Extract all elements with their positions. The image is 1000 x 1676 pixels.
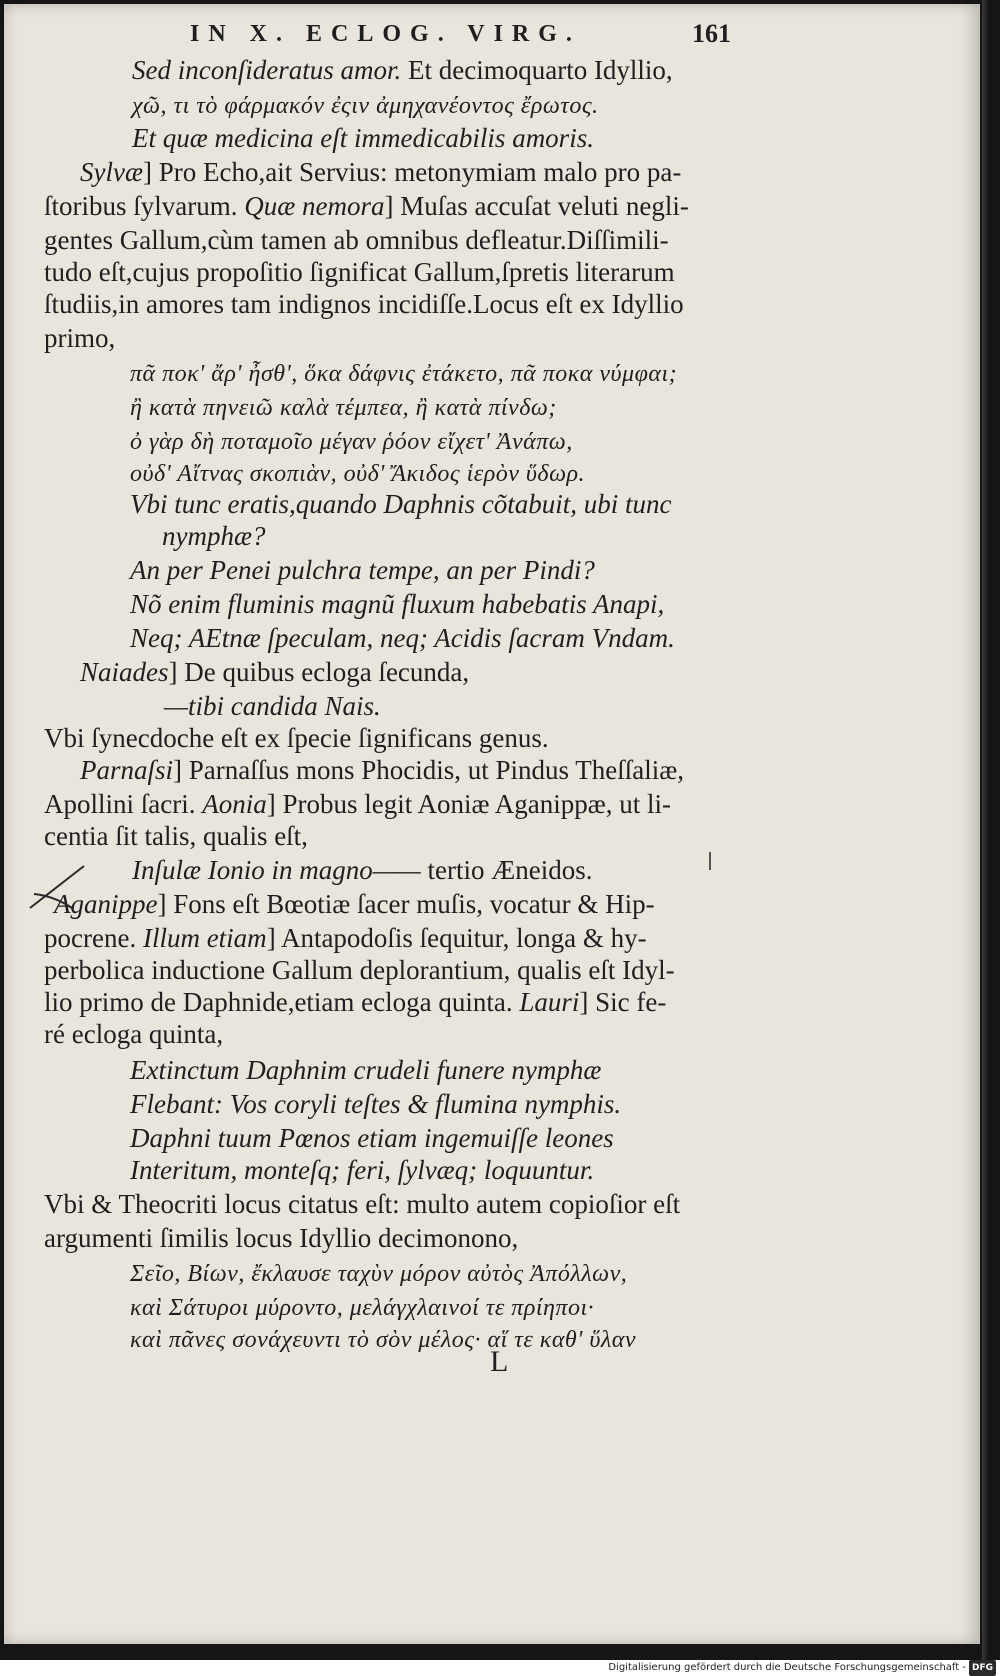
- roman-text: ſtoribus ſylvarum.: [44, 191, 245, 221]
- greek-quotation: καὶ Σάτυροι μύροντο, μελάγχλαινοί τε πρίηποι·: [130, 1295, 595, 1321]
- marginal-pen-mark: [24, 856, 104, 916]
- italic-text: Nõ enim fluminis magnũ fluxum habebatis Anapi,: [130, 589, 665, 619]
- roman-text: ſtudiis,in amores tam indignos incidiſſe.Locus eſt ex Idyllio: [44, 289, 684, 319]
- roman-text: perbolica inductione Gallum deplorantium, qualis eſt Idyl-: [44, 955, 675, 985]
- text-line: [44, 1222, 518, 1254]
- roman-text: gentes Gallum,cùm tamen ab omnibus defleatur.Diſſimili-: [44, 225, 669, 255]
- text-line: [80, 156, 681, 188]
- roman-text: ] Antapodoſis ſequitur, longa & hy-: [266, 923, 647, 953]
- italic-text: Daphni tuum Pœnos etiam ingemuiſſe leones: [130, 1123, 614, 1153]
- text-line: [130, 488, 671, 520]
- italic-text: Sed inconſideratus amor.: [132, 55, 402, 85]
- page-edge-shadow: [982, 0, 990, 1660]
- running-title: IN X. ECLOG. VIRG.: [190, 21, 581, 47]
- text-line: [44, 190, 689, 222]
- text-line: [130, 1122, 614, 1154]
- greek-quotation: πᾶ ποκ' ἄρ' ἦσθ', ὅκα δάφνις ἐτάκετο, πᾶ ποκα νύμφαι;: [130, 361, 678, 387]
- text-line: [132, 122, 594, 154]
- text-line: [130, 1088, 621, 1120]
- text-line: [44, 224, 669, 256]
- italic-text: Aonia: [202, 789, 267, 819]
- roman-text: Apollini ſacri.: [44, 789, 203, 819]
- text-line: [130, 456, 585, 490]
- roman-text: lio primo de Daphnide,etiam ecloga quinta.: [44, 987, 520, 1017]
- italic-text: —tibi candida Nais.: [164, 691, 381, 721]
- text-line: [54, 888, 655, 920]
- italic-text: Lauri: [519, 987, 580, 1017]
- catchword: L: [490, 1345, 509, 1378]
- italic-text: Interitum, monteſq; feri, ſylvæq; loquuntur.: [130, 1155, 595, 1185]
- greek-quotation: χῶ, τι τὸ φάρμακόν ἐςιν ἀμηχανέοντος ἔρωτος.: [132, 93, 599, 119]
- text-line: [130, 390, 557, 424]
- greek-quotation: καὶ πᾶνες σονάχευντι τὸ σὸν μέλος· αἵ τε καθ' ὕλαν: [130, 1327, 637, 1353]
- italic-text: Flebant: Vos coryli teſtes & flumina nymphis.: [130, 1089, 622, 1119]
- text-line: [130, 1290, 594, 1324]
- italic-text: Vbi tunc eratis,quando Daphnis cõtabuit, ubi tunc: [130, 489, 672, 519]
- roman-text: ] De quibus ecloga ſecunda,: [168, 657, 470, 687]
- digitization-footer: [608, 1660, 996, 1676]
- text-line: [44, 820, 308, 852]
- text-line: [44, 922, 647, 954]
- italic-text: Quæ nemora: [244, 191, 385, 221]
- ink-speck: [706, 850, 714, 872]
- text-line: [44, 256, 675, 288]
- italic-text: Extinctum Daphnim crudeli funere nymphæ: [130, 1055, 602, 1085]
- italic-text: Sylvæ: [80, 157, 143, 187]
- text-line: [130, 554, 595, 586]
- text-line: [130, 1256, 627, 1290]
- text-line: [44, 722, 549, 754]
- footer-text: Digitalisierung gefördert durch die Deutsche Forschungsgemeinschaft -: [608, 1662, 966, 1673]
- text-line: [44, 954, 675, 986]
- text-line: [44, 1018, 223, 1050]
- italic-text: An per Penei pulchra tempe, an per Pindi?: [130, 555, 595, 585]
- roman-text: pocrene.: [44, 923, 143, 953]
- roman-text: Vbi ſynecdoche eſt ex ſpecie ſignificans genus.: [44, 723, 549, 753]
- text-line: [44, 322, 115, 354]
- italic-text: Illum etiam: [142, 923, 267, 953]
- text-line: [44, 788, 671, 820]
- dfg-logo: DFG: [969, 1660, 996, 1676]
- text-line: [130, 1054, 601, 1086]
- roman-text: Vbi & Theocriti locus citatus eſt: multo autem copioſior eſt: [44, 1189, 681, 1219]
- italic-text: Naiades: [80, 657, 169, 687]
- roman-text: ] Probus legit Aoniæ Aganippæ, ut li-: [266, 789, 671, 819]
- italic-text: Neq; AEtnæ ſpeculam, neq; Acidis ſacram Vndam.: [130, 623, 675, 653]
- text-line: [164, 690, 381, 722]
- greek-quotation: Σεῖο, Βίων, ἔκλαυσε ταχὺν μόρον αὐτὸς Ἀπόλλων,: [130, 1261, 628, 1287]
- roman-text: primo,: [44, 323, 116, 353]
- text-line: [44, 986, 666, 1018]
- book-page: [4, 4, 980, 1644]
- text-line: [130, 356, 677, 390]
- roman-text: ré ecloga quinta,: [44, 1019, 224, 1049]
- italic-text: Inſulæ Ionio in magno——: [132, 855, 421, 885]
- italic-text: Et quæ medicina eſt immedicabilis amoris.: [132, 123, 594, 153]
- text-line: [130, 622, 675, 654]
- roman-text: tertio Æneidos.: [420, 855, 593, 885]
- text-line: [44, 1188, 680, 1220]
- roman-text: ] Pro Echo,ait Servius: metonymiam malo pro pa-: [142, 157, 682, 187]
- greek-quotation: ὀ γὰρ δὴ ποταμοῖο μέγαν ῥόον εἴχετ' Ἀνάπω,: [130, 429, 573, 455]
- text-line: [130, 424, 573, 458]
- roman-text: argumenti ſimilis locus Idyllio decimonono,: [44, 1223, 519, 1253]
- greek-quotation: ἢ κατὰ πηνειῶ καλὰ τέμπεα, ἢ κατὰ πίνδω;: [130, 395, 557, 421]
- roman-text: ] Muſas accuſat veluti negli-: [384, 191, 689, 221]
- roman-text: ] Parnaſſus mons Phocidis, ut Pindus Theſſaliæ,: [173, 755, 685, 785]
- italic-text: Aganippe: [54, 889, 158, 919]
- roman-text: centia ſit talis, qualis eſt,: [44, 821, 308, 851]
- italic-text: nymphæ?: [162, 521, 266, 551]
- text-line: [130, 1154, 594, 1186]
- text-line: [80, 656, 469, 688]
- roman-text: ] Sic fe-: [579, 987, 667, 1017]
- roman-text: Et decimoquarto Idyllio,: [401, 55, 673, 85]
- roman-text: tudo eſt,cujus propoſitio ſignificat Gallum,ſpretis literarum: [44, 257, 675, 287]
- text-line: [132, 54, 673, 86]
- roman-text: ] Fons eſt Bœotiæ ſacer muſis, vocatur & Hip-: [157, 889, 655, 919]
- page-number: 161: [692, 19, 731, 48]
- text-line: [80, 754, 684, 786]
- text-line: [132, 88, 599, 122]
- text-line: [162, 520, 266, 552]
- text-line: [132, 854, 593, 886]
- text-line: [130, 1322, 636, 1356]
- text-line: [130, 588, 664, 620]
- text-line: [44, 288, 684, 320]
- greek-quotation: οὐδ' Αἴτνας σκοπιὰν, οὐδ' Ἄκιδος ἱερὸν ὕδωρ.: [130, 461, 586, 487]
- italic-text: Parnaſsi: [80, 755, 174, 785]
